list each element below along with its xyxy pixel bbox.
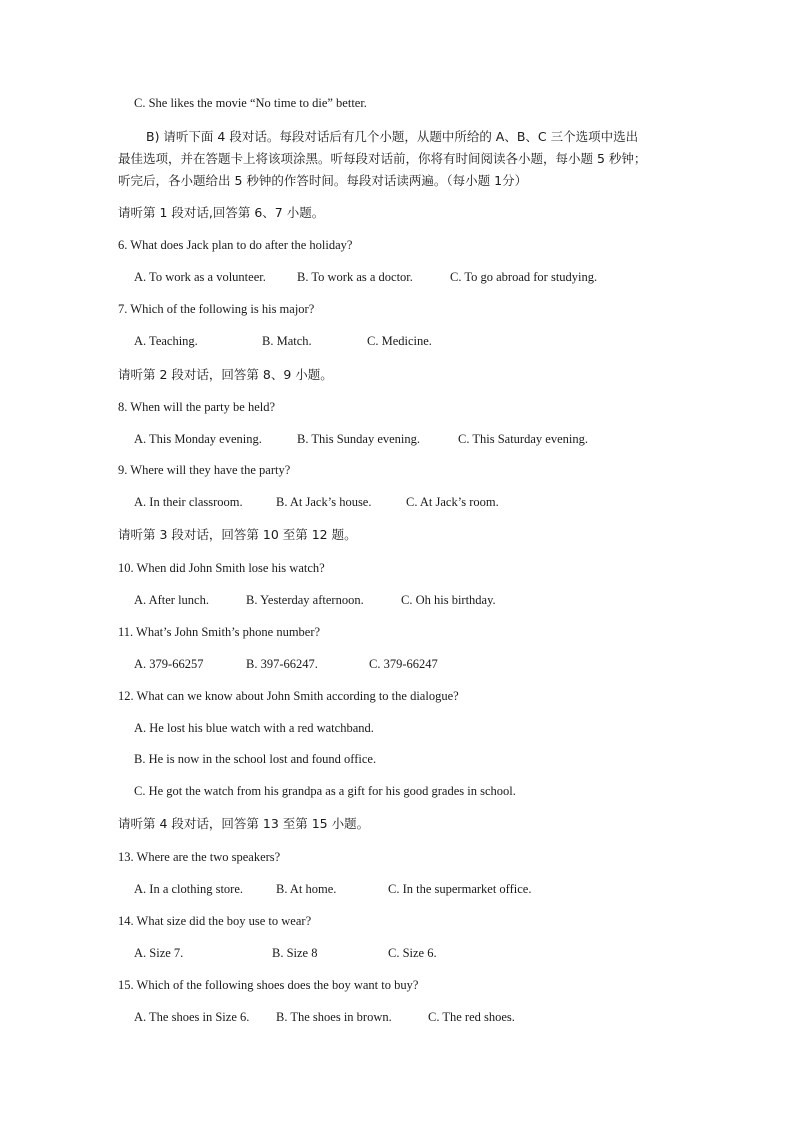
question-15-option-b: B. The shoes in brown. [276, 1010, 392, 1024]
question-15-option-a: A. The shoes in Size 6. [134, 1010, 250, 1024]
question-12-option-b: B. He is now in the school lost and found office. [134, 752, 377, 766]
question-11-option-a: A. 379-66257 [134, 657, 204, 671]
question-6-option-c: C. To go abroad for studying. [450, 270, 598, 284]
question-10: 10. When did John Smith lose his watch? [118, 561, 325, 575]
dialogue-3-heading: 请听第 3 段对话，回答第 10 至第 12 题。 [118, 527, 357, 542]
question-13-option-a: A. In a clothing store. [134, 882, 244, 896]
question-8-option-b: B. This Sunday evening. [297, 432, 421, 446]
question-13: 13. Where are the two speakers? [118, 850, 281, 864]
question-13-option-b: B. At home. [276, 882, 337, 896]
question-10-option-b: B. Yesterday afternoon. [246, 593, 364, 607]
question-8: 8. When will the party be held? [118, 400, 276, 414]
question-13-option-c: C. In the supermarket office. [388, 882, 532, 896]
question-8-option-a: A. This Monday evening. [134, 432, 262, 446]
question-12: 12. What can we know about John Smith according to the dialogue? [118, 689, 459, 703]
question-9-option-a: A. In their classroom. [134, 495, 243, 509]
question-12-option-a: A. He lost his blue watch with a red watchband. [134, 721, 374, 735]
section-b-instructions: B) 请听下面 4 段对话。每段对话后有几个小题，从题中所给的 A、B、C 三个选项中选出最佳选项，并在答题卡上将该项涂黑。听每段对话前，你将有时间阅读各小题，每小题 5 秒钟；听完后，各小题给出 5 秒钟的作答时间。每段对话读两遍。（每小题 1分） [118, 129, 647, 188]
question-9: 9. Where will they have the party? [118, 463, 291, 477]
question-14-option-a: A. Size 7. [134, 946, 184, 960]
question-9-option-c: C. At Jack’s room. [406, 495, 499, 509]
question-10-option-c: C. Oh his birthday. [401, 593, 496, 607]
question-14-option-c: C. Size 6. [388, 946, 437, 960]
question-7: 7. Which of the following is his major? [118, 302, 315, 316]
dialogue-2-heading: 请听第 2 段对话，回答第 8、9 小题。 [118, 367, 333, 382]
question-6-option-a: A. To work as a volunteer. [134, 270, 266, 284]
question-11-option-b: B. 397-66247. [246, 657, 318, 671]
question-5-option-c: C. She likes the movie “No time to die” better. [134, 96, 367, 110]
question-6: 6. What does Jack plan to do after the holiday? [118, 238, 353, 252]
question-14: 14. What size did the boy use to wear? [118, 914, 312, 928]
question-7-option-a: A. Teaching. [134, 334, 198, 348]
question-14-option-b: B. Size 8 [272, 946, 318, 960]
question-11-option-c: C. 379-66247 [369, 657, 438, 671]
dialogue-1-heading: 请听第 1 段对话,回答第 6、7 小题。 [118, 205, 325, 220]
question-15-option-c: C. The red shoes. [428, 1010, 515, 1024]
question-10-option-a: A. After lunch. [134, 593, 209, 607]
question-7-option-b: B. Match. [262, 334, 312, 348]
dialogue-4-heading: 请听第 4 段对话，回答第 13 至第 15 小题。 [118, 816, 370, 831]
question-9-option-b: B. At Jack’s house. [276, 495, 372, 509]
question-11: 11. What’s John Smith’s phone number? [118, 625, 321, 639]
question-12-option-c: C. He got the watch from his grandpa as a gift for his good grades in school. [134, 784, 516, 798]
question-7-option-c: C. Medicine. [367, 334, 432, 348]
question-15: 15. Which of the following shoes does the boy want to buy? [118, 978, 419, 992]
question-8-option-c: C. This Saturday evening. [458, 432, 588, 446]
question-6-option-b: B. To work as a doctor. [297, 270, 413, 284]
